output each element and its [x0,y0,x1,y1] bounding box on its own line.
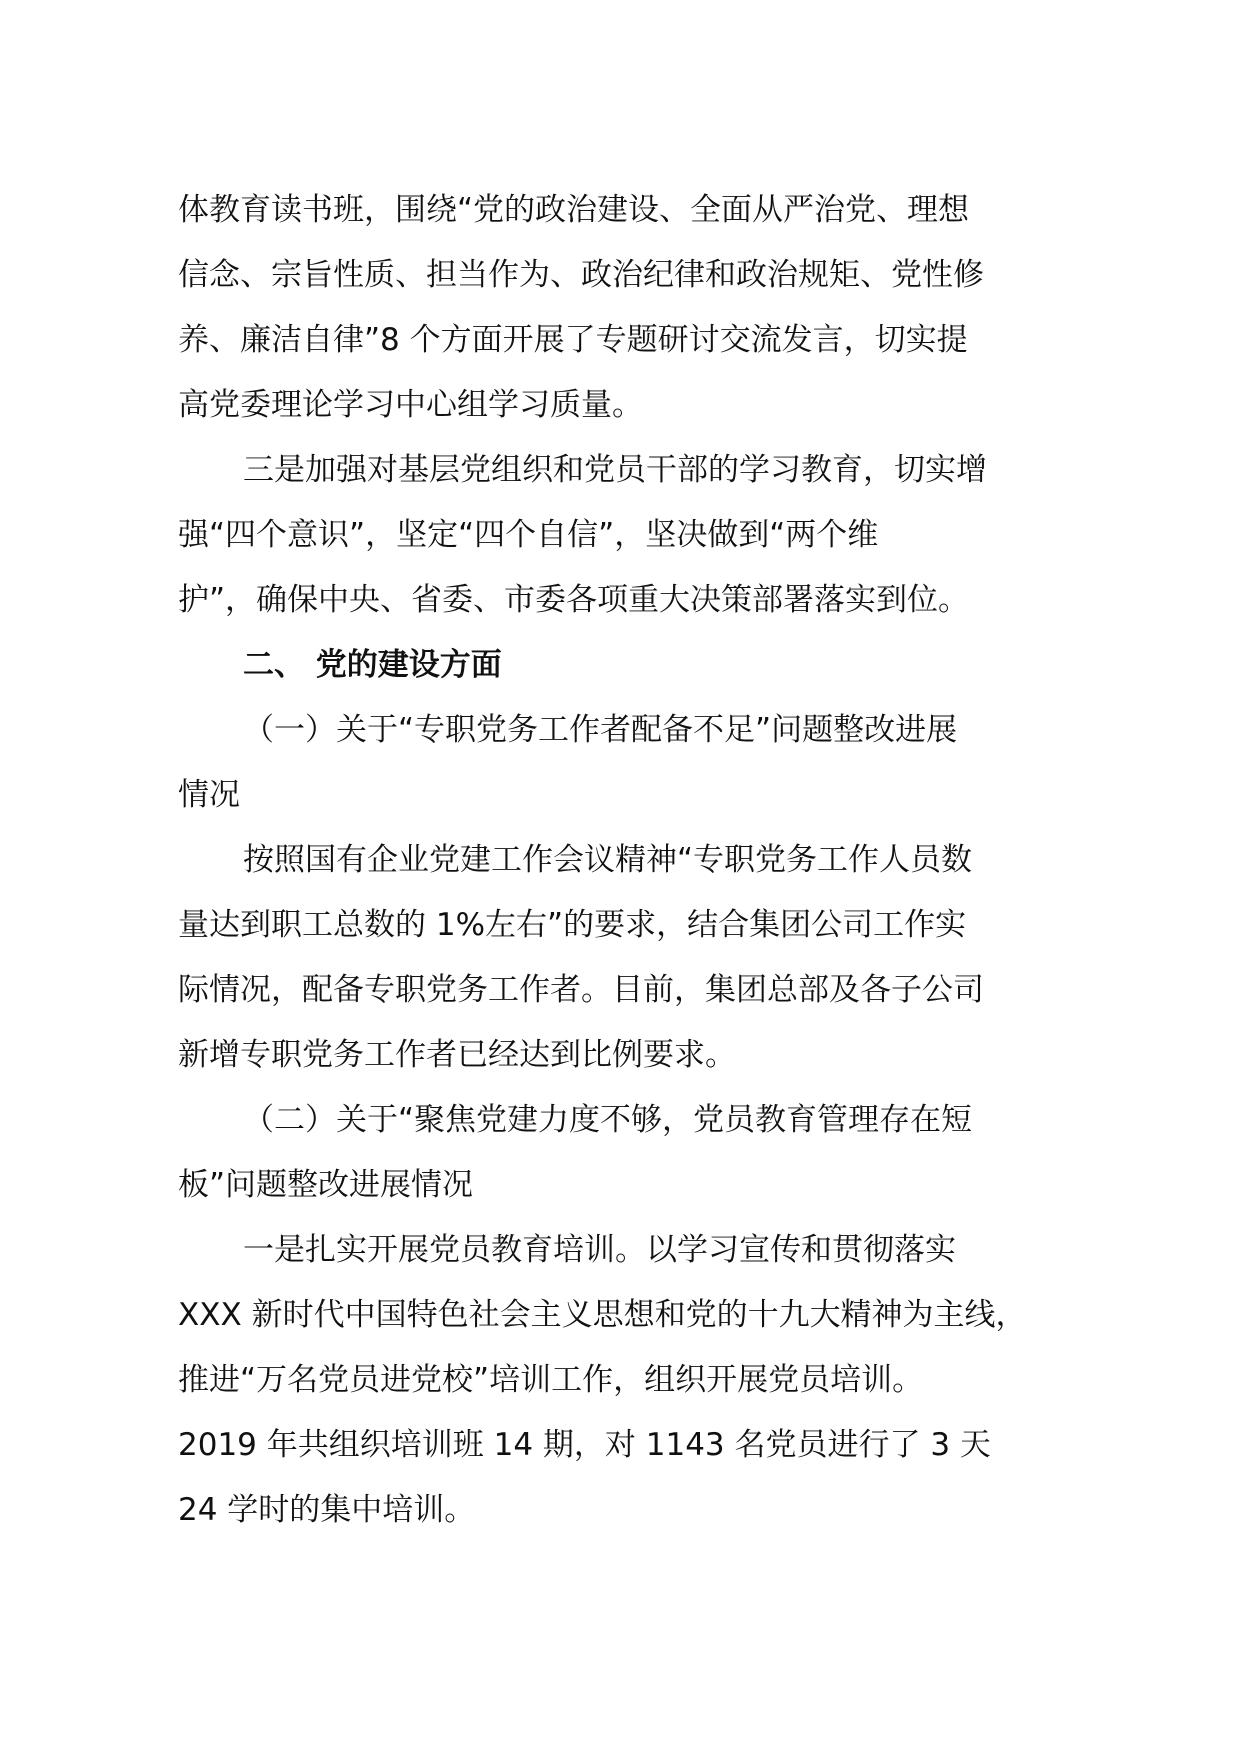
paragraph-line: 2019 年共组织培训班 14 期，对 1143 名党员进行了 3 天 [178,1427,991,1463]
paragraph-line: 强“四个意识”，坚定“四个自信”，坚决做到“两个维 [178,517,879,553]
paragraph-line: 量达到职工总数的 1%左右”的要求，结合集团公司工作实 [178,907,967,943]
paragraph-line: 24 学时的集中培训。 [178,1492,476,1528]
subsection-heading: 板”问题整改进展情况 [178,1167,474,1203]
paragraph-line: XXX 新时代中国特色社会主义思想和党的十九大精神为主线， [178,1297,1027,1333]
paragraph-line: 际情况，配备专职党务工作者。目前，集团总部及各子公司 [178,972,984,1008]
subsection-heading: （二）关于“聚焦党建力度不够，党员教育管理存在短 [243,1102,973,1138]
paragraph-line: 高党委理论学习中心组学习质量。 [178,387,643,423]
subsection-heading: 情况 [178,777,240,813]
paragraph-line: 体教育读书班，围绕“党的政治建设、全面从严治党、理想 [178,192,970,228]
subsection-heading: （一）关于“专职党务工作者配备不足”问题整改进展 [243,712,958,748]
paragraph-line: 信念、宗旨性质、担当作为、政治纪律和政治规矩、党性修 [178,257,984,293]
paragraph-line: 按照国有企业党建工作会议精神“专职党务工作人员数 [243,842,973,878]
paragraph-line: 新增专职党务工作者已经达到比例要求。 [178,1037,736,1073]
paragraph-line: 推进“万名党员进党校”培训工作，组织开展党员培训。 [178,1362,924,1398]
paragraph-line: 一是扎实开展党员教育培训。以学习宣传和贯彻落实 [243,1232,956,1268]
paragraph-line: 三是加强对基层党组织和党员干部的学习教育，切实增 [243,452,987,488]
section-heading: 二、 党的建设方面 [243,647,502,683]
paragraph-line: 护”，确保中央、省委、市委各项重大决策部署落实到位。 [178,582,970,618]
paragraph-line: 养、廉洁自律”8 个方面开展了专题研讨交流发言，切实提 [178,322,968,358]
